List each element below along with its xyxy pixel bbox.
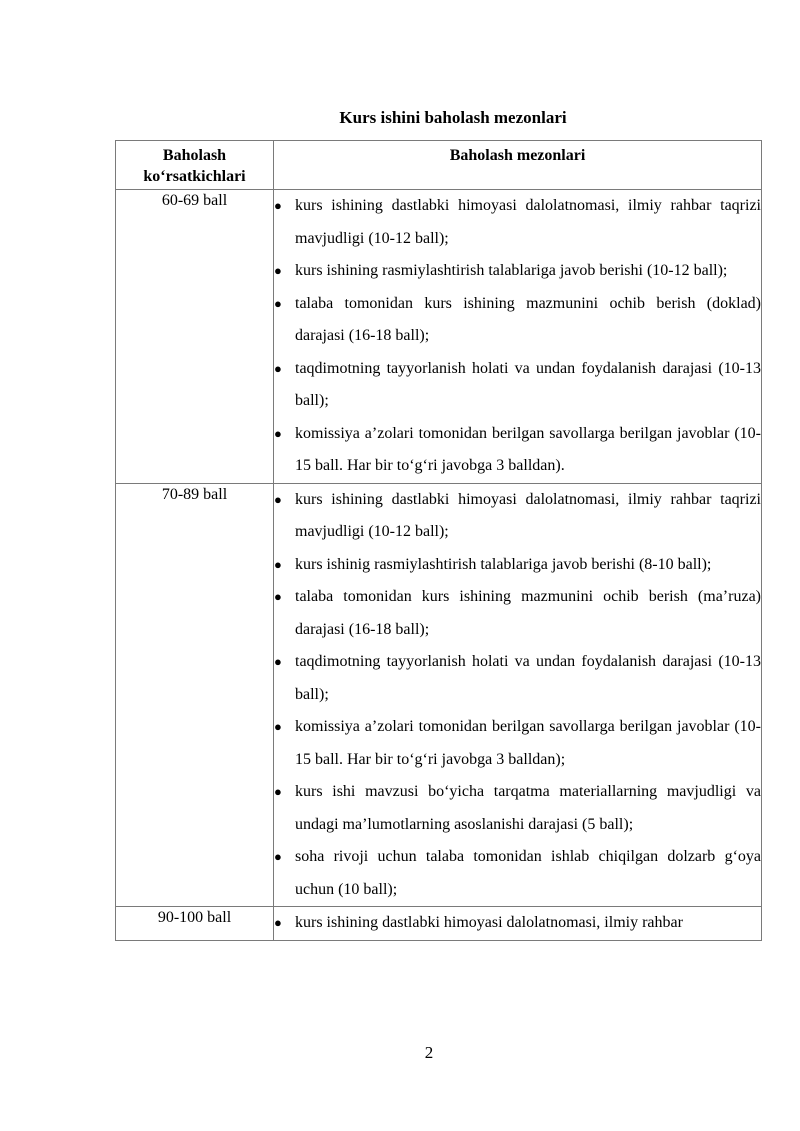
criterion-text: soha rivoji uchun talaba tomonidan ishlab chiqilgan dolzarb g‘oya uchun (10 ball);: [295, 848, 761, 898]
list-item: [274, 549, 761, 582]
table-row: [116, 483, 762, 907]
document-title: Kurs ishini baholash mezonlari: [339, 108, 567, 127]
bullet-icon: ●: [274, 425, 282, 441]
criteria-cell: [274, 483, 762, 907]
criterion-text: kurs ishinig rasmiylashtirish talablariga javob berishi (8-10 ball);: [295, 555, 712, 573]
criteria-table: [115, 140, 762, 941]
criteria-list: [274, 907, 761, 940]
criterion-text: talaba tomonidan kurs ishining mazmunini ochib berish (doklad) darajasi (16-18 ball);: [295, 294, 761, 344]
table-header-row: [116, 141, 762, 190]
criterion-text: komissiya a’zolari tomonidan berilgan savollarga berilgan javoblar (10-15 ball. Har bir to‘g‘ri javobga 3 balldan);: [295, 718, 761, 768]
table-row: [116, 907, 762, 941]
criterion-text: kurs ishi mavzusi bo‘yicha tarqatma materiallarning mavjudligi va undagi ma’lumotlarning asoslanishi darajasi (5 ball);: [295, 783, 761, 833]
bullet-icon: ●: [274, 784, 282, 799]
score-range-cell: 90-100 ball: [116, 907, 274, 941]
criteria-list: [274, 190, 761, 483]
criteria-cell: [274, 190, 762, 484]
criterion-text: komissiya a’zolari tomonidan berilgan savollarga berilgan javoblar (10-15 ball. Har bir to‘g‘ri javobga 3 balldan).: [295, 424, 761, 474]
list-item: [274, 418, 761, 483]
bullet-icon: ●: [274, 295, 282, 311]
bullet-icon: ●: [274, 491, 282, 507]
bullet-icon: ●: [274, 654, 282, 669]
list-item: [274, 907, 761, 940]
criterion-text: kurs ishining dastlabki himoyasi dalolatnomasi, ilmiy rahbar: [295, 914, 683, 931]
list-item: [274, 581, 761, 646]
page-number: 2: [424, 1043, 434, 1062]
criteria-list: [274, 484, 761, 907]
bullet-icon: ●: [274, 849, 282, 864]
score-range-cell: 60-69 ball: [116, 190, 274, 484]
bullet-icon: ●: [274, 719, 282, 734]
criterion-text: kurs ishining dastlabki himoyasi dalolatnomasi, ilmiy rahbar taqrizi mavjudligi (10-12 ball);: [295, 197, 761, 247]
list-item: [274, 353, 761, 418]
bullet-icon: ●: [274, 556, 282, 572]
header-criteria: Baholash mezonlari: [274, 141, 762, 190]
bullet-icon: ●: [274, 263, 282, 278]
table-row: [116, 190, 762, 484]
list-item: [274, 841, 761, 906]
list-item: [274, 288, 761, 353]
bullet-icon: ●: [274, 915, 282, 930]
bullet-icon: ●: [274, 360, 282, 376]
criterion-text: kurs ishining rasmiylashtirish talablariga javob berishi (10-12 ball);: [295, 262, 728, 279]
criterion-text: talaba tomonidan kurs ishining mazmunini ochib berish (ma’ruza) darajasi (16-18 ball);: [295, 588, 761, 638]
header-indicators: Baholash ko‘rsatkichlari: [116, 141, 274, 190]
list-item: [274, 255, 761, 288]
criteria-cell: [274, 907, 762, 941]
criterion-text: kurs ishining dastlabki himoyasi dalolatnomasi, ilmiy rahbar taqrizi mavjudligi (10-12 ball);: [295, 490, 761, 540]
bullet-icon: ●: [274, 198, 282, 213]
list-item: [274, 776, 761, 841]
list-item: [274, 484, 761, 549]
score-range-cell: 70-89 ball: [116, 483, 274, 907]
list-item: [274, 190, 761, 255]
criterion-text: taqdimotning tayyorlanish holati va undan foydalanish darajasi (10-13 ball);: [295, 359, 761, 409]
bullet-icon: ●: [274, 589, 282, 604]
criterion-text: taqdimotning tayyorlanish holati va undan foydalanish darajasi (10-13 ball);: [295, 653, 761, 703]
list-item: [274, 646, 761, 711]
list-item: [274, 711, 761, 776]
